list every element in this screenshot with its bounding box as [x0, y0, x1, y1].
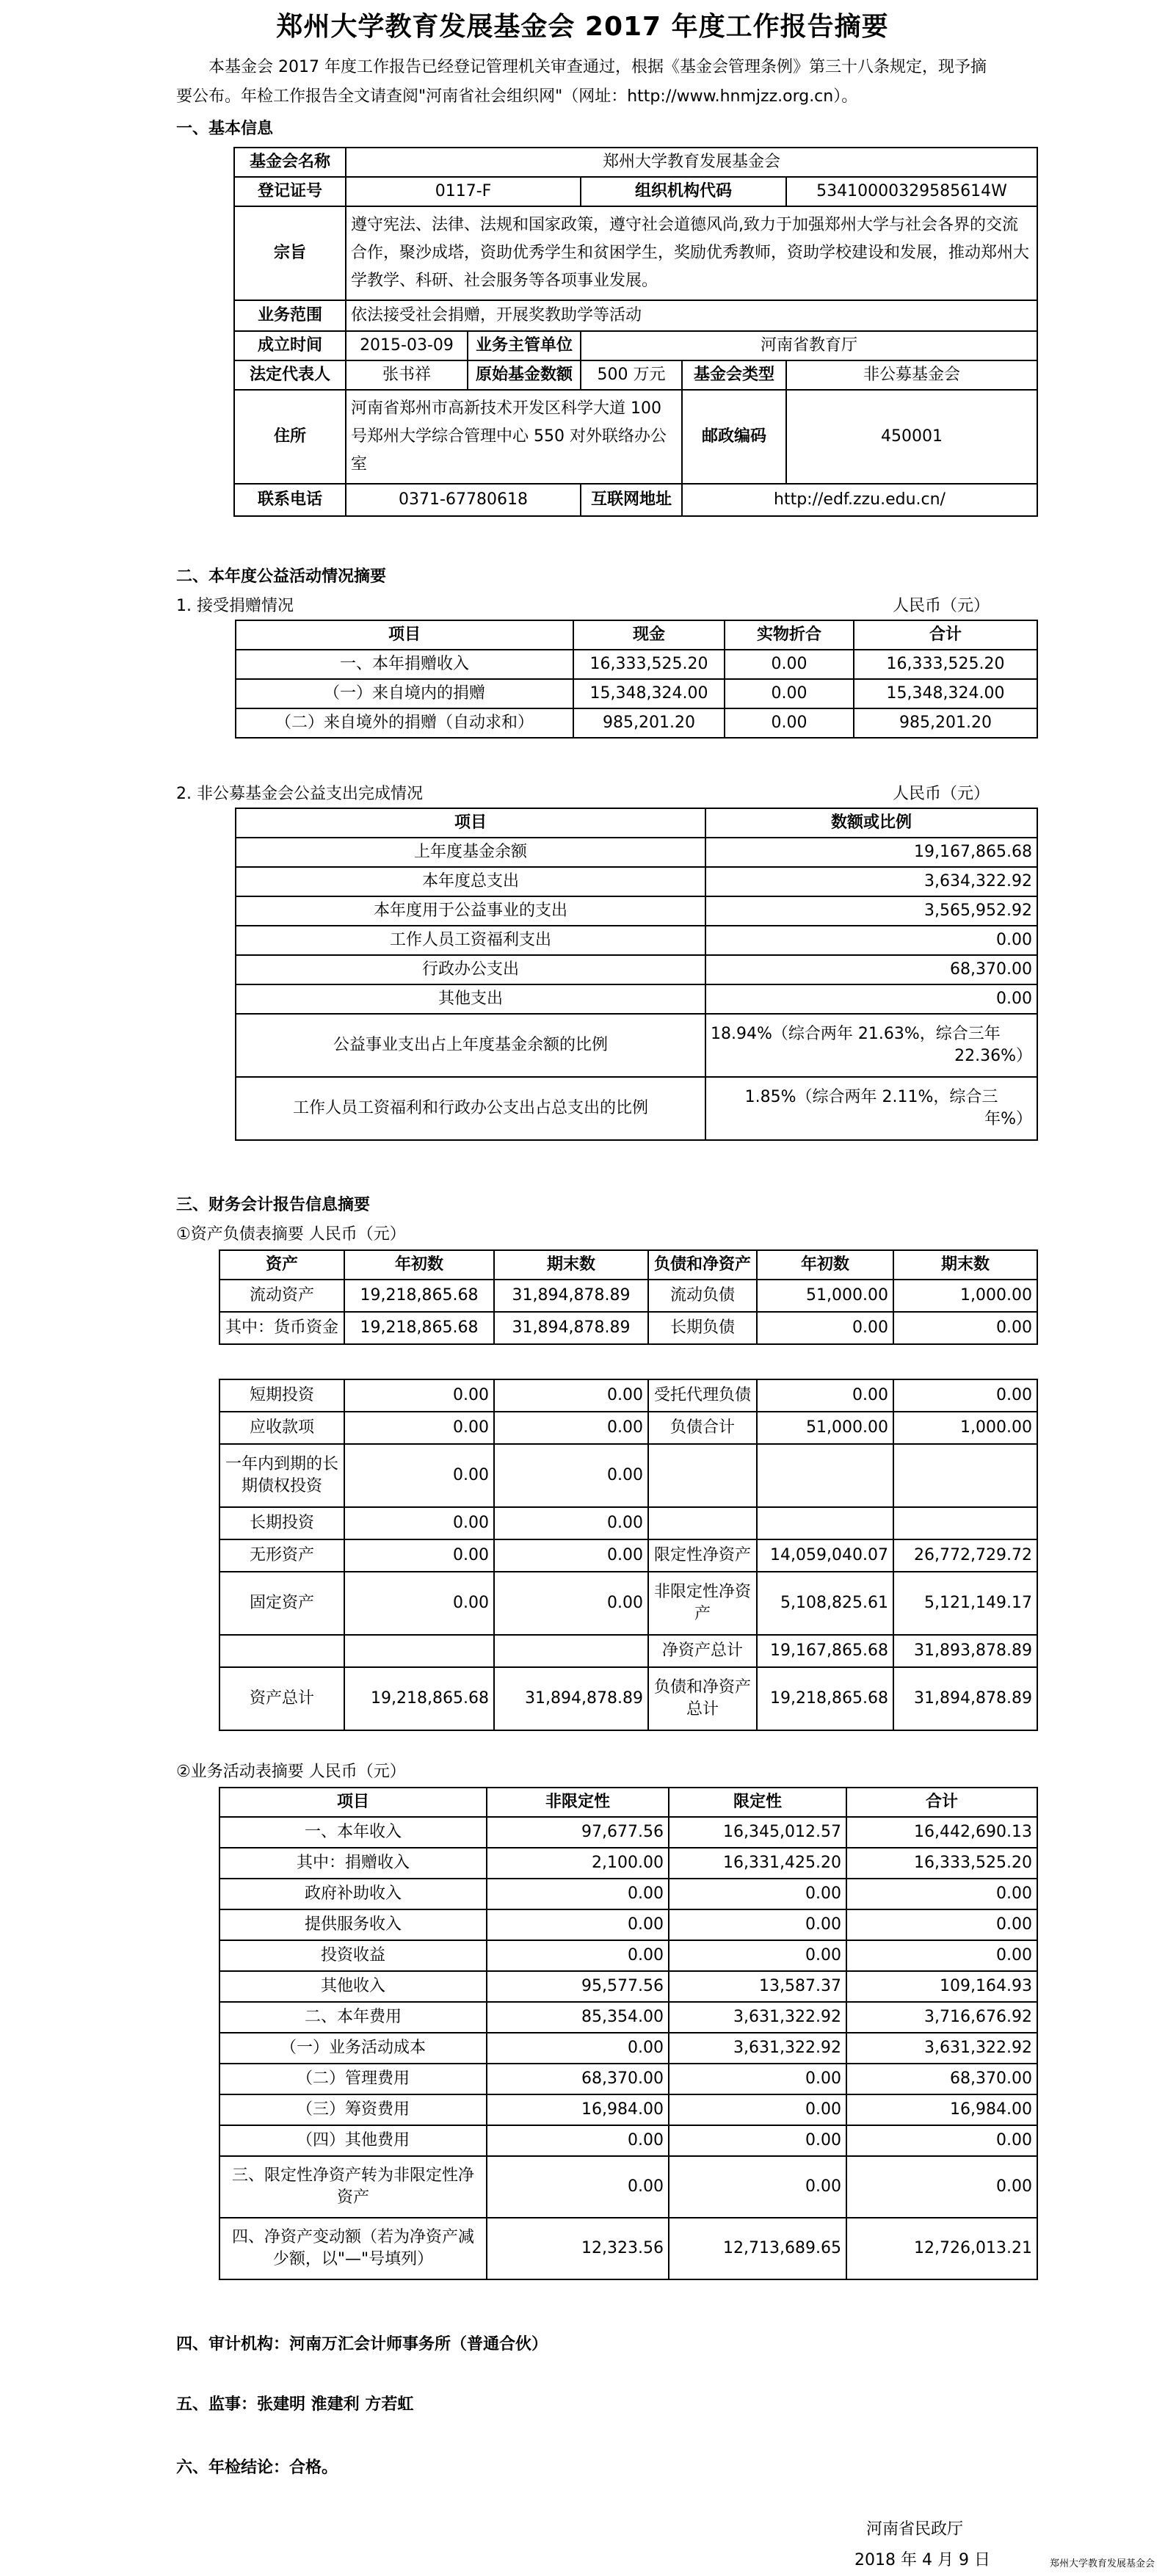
bs-liab-end: 1,000.00 [893, 1280, 1037, 1312]
bs-liab-end: 31,893,878.89 [893, 1635, 1037, 1667]
ia-label: 三、限定性净资产转为非限定性净资产 [219, 2156, 487, 2218]
expense-value: 0.00 [705, 984, 1037, 1014]
ia-restricted: 0.00 [669, 2094, 846, 2125]
donation-inkind: 0.00 [725, 650, 854, 679]
ia-label: 二、本年费用 [219, 2002, 487, 2033]
donation-header-cash: 现金 [573, 620, 725, 650]
authority-label: 业务主管单位 [468, 331, 581, 360]
bs-liab-begin: 0.00 [757, 1312, 893, 1344]
bs-header-liabilities: 负债和净资产 [648, 1250, 757, 1280]
bs-asset-label: 资产总计 [219, 1667, 344, 1730]
type-label: 基金会类型 [682, 360, 786, 390]
fund-value: 500 万元 [581, 360, 682, 390]
bs-asset-label [219, 1635, 344, 1667]
rep-label: 法定代表人 [234, 360, 346, 390]
ia-label: 其中：捐赠收入 [219, 1848, 487, 1879]
donation-row-label: 一、本年捐赠收入 [236, 650, 573, 679]
donation-cash: 16,333,525.20 [573, 650, 725, 679]
fund-label: 原始基金数额 [468, 360, 581, 390]
section-1-heading: 一、基本信息 [176, 120, 274, 138]
bs-liab-begin [757, 1507, 893, 1539]
table-row [219, 1940, 1037, 1971]
ia-unrestricted: 0.00 [487, 2125, 669, 2156]
ia-unrestricted: 0.00 [487, 1879, 669, 1909]
ratio-1-line-b: 22.36%） [954, 1047, 1032, 1065]
expense-value: 3,634,322.92 [705, 867, 1037, 896]
name-label: 基金会名称 [234, 148, 346, 177]
ia-total: 3,631,322.92 [846, 2033, 1037, 2064]
bs-asset-label: 流动资产 [219, 1280, 344, 1312]
ia-total: 0.00 [846, 2156, 1037, 2218]
bs-liab-end [893, 1507, 1037, 1539]
bs-asset-label: 长期投资 [219, 1507, 344, 1539]
table-row [236, 1014, 1037, 1077]
donation-cash: 985,201.20 [573, 708, 725, 738]
donation-row-label: （二）来自境外的捐赠（自动求和） [236, 708, 573, 738]
ia-restricted: 0.00 [669, 1879, 846, 1909]
bs-liab-begin: 19,167,865.68 [757, 1635, 893, 1667]
bs-header-begin-2: 年初数 [757, 1250, 893, 1280]
founded-label: 成立时间 [234, 331, 346, 360]
donation-total: 16,333,525.20 [854, 650, 1037, 679]
donation-cash: 15,348,324.00 [573, 679, 725, 708]
expense-table [235, 808, 1038, 1141]
tel-label: 联系电话 [234, 484, 346, 516]
tel-number: 0371-67780618 [346, 484, 581, 516]
purpose-label: 宗旨 [234, 206, 346, 300]
bs-asset-label: 其中：货币资金 [219, 1312, 344, 1344]
table-row [236, 679, 1037, 708]
ia-header-item: 项目 [219, 1788, 487, 1817]
ia-restricted: 0.00 [669, 1909, 846, 1940]
bs-liab-begin: 14,059,040.07 [757, 1539, 893, 1572]
bs-asset-begin: 0.00 [344, 1507, 494, 1539]
ia-total: 0.00 [846, 2125, 1037, 2156]
scope-label: 业务范围 [234, 300, 346, 331]
ratio-2-line-b: 年%） [984, 1110, 1032, 1128]
bs-asset-begin: 19,218,865.68 [344, 1667, 494, 1730]
bs-liab-end [893, 1444, 1037, 1507]
zip-code: 450001 [786, 390, 1037, 484]
donation-inkind: 0.00 [725, 679, 854, 708]
donation-total: 15,348,324.00 [854, 679, 1037, 708]
bs-liab-label: 受托代理负债 [648, 1379, 757, 1412]
rep-name: 张书祥 [346, 360, 468, 390]
table-row [236, 867, 1037, 896]
foundation-name: 郑州大学教育发展基金会 [346, 148, 1037, 177]
bs-liab-begin [757, 1444, 893, 1507]
bs-asset-begin: 0.00 [344, 1412, 494, 1444]
ia-restricted: 0.00 [669, 2156, 846, 2218]
bs-asset-end [494, 1635, 648, 1667]
intro-paragraph [176, 53, 998, 112]
ia-unrestricted: 68,370.00 [487, 2064, 669, 2094]
bs-liab-end: 0.00 [893, 1379, 1037, 1412]
table-row [219, 1667, 1037, 1730]
table-row [219, 1539, 1037, 1572]
table-row [219, 1280, 1037, 1312]
section-2-heading: 二、本年度公益活动情况摘要 [176, 567, 387, 586]
ia-total: 16,333,525.20 [846, 1848, 1037, 1879]
ratio-2-value [705, 1077, 1037, 1140]
table-row [219, 2094, 1037, 2125]
auditor-line: 四、审计机构：河南万汇会计师事务所（普通合伙） [176, 2335, 548, 2354]
bs-asset-end: 0.00 [494, 1507, 648, 1539]
bs-liab-begin: 51,000.00 [757, 1412, 893, 1444]
donation-row-label: （一）来自境内的捐赠 [236, 679, 573, 708]
ia-label: （一）业务活动成本 [219, 2033, 487, 2064]
table-row [219, 1817, 1037, 1848]
table-row [219, 1909, 1037, 1940]
table-row [219, 1572, 1037, 1635]
bs-liab-begin: 5,108,825.61 [757, 1572, 893, 1635]
table-row [219, 1879, 1037, 1909]
ratio-1-label: 公益事业支出占上年度基金余额的比例 [236, 1014, 705, 1077]
balance-sheet-top-table [219, 1249, 1038, 1345]
table-row [219, 1379, 1037, 1412]
expense-value: 19,167,865.68 [705, 838, 1037, 867]
ratio-2-label: 工作人员工资福利和行政办公支出占总支出的比例 [236, 1077, 705, 1140]
expense-label: 本年度总支出 [236, 867, 705, 896]
ia-label: （四）其他费用 [219, 2125, 487, 2156]
ia-restricted: 16,345,012.57 [669, 1817, 846, 1848]
bs-asset-label: 无形资产 [219, 1539, 344, 1572]
expense-header-value: 数额或比例 [705, 808, 1037, 838]
table-row [219, 1635, 1037, 1667]
expense-label: 上年度基金余额 [236, 838, 705, 867]
table-row [219, 2218, 1037, 2279]
donation-header-item: 项目 [236, 620, 573, 650]
bs-asset-end: 31,894,878.89 [494, 1312, 648, 1344]
ia-restricted: 3,631,322.92 [669, 2033, 846, 2064]
ia-total: 0.00 [846, 1940, 1037, 1971]
donation-table [235, 620, 1038, 739]
income-statement-table [219, 1787, 1038, 2280]
bs-asset-label: 应收款项 [219, 1412, 344, 1444]
ia-unrestricted: 0.00 [487, 1940, 669, 1971]
ia-label: 提供服务收入 [219, 1909, 487, 1940]
bs-liab-label: 净资产总计 [648, 1635, 757, 1667]
bs-liab-label: 流动负债 [648, 1280, 757, 1312]
purpose-text: 遵守宪法、法律、法规和国家政策，遵守社会道德风尚,致力于加强郑州大学与社会各界的交流合作，聚沙成塔，资助优秀学生和贫困学生，奖励优秀教师，资助学校建设和发展，推动郑州大学教学、科研、社会服务等各项事业发展。 [346, 206, 1037, 300]
ia-label: 四、净资产变动额（若为净资产减少额，以"—"号填列） [219, 2218, 487, 2279]
ia-unrestricted: 12,323.56 [487, 2218, 669, 2279]
ratio-1-line-a: 18.94%（综合两年 21.63%，综合三年 [711, 1025, 1001, 1043]
ia-label: 一、本年收入 [219, 1817, 487, 1848]
donation-total: 985,201.20 [854, 708, 1037, 738]
table-row [236, 1077, 1037, 1140]
table-row [236, 896, 1037, 926]
donation-unit: 人民币（元） [893, 597, 990, 615]
scope-text: 依法接受社会捐赠，开展奖教助学等活动 [346, 300, 1037, 331]
table-row [219, 2156, 1037, 2218]
ia-restricted: 3,631,322.92 [669, 2002, 846, 2033]
ia-unrestricted: 0.00 [487, 2156, 669, 2218]
address-label: 住所 [234, 390, 346, 484]
ia-restricted: 16,331,425.20 [669, 1848, 846, 1879]
expense-value: 3,565,952.92 [705, 896, 1037, 926]
bs-asset-end: 0.00 [494, 1539, 648, 1572]
ia-restricted: 0.00 [669, 2125, 846, 2156]
ia-unrestricted: 85,354.00 [487, 2002, 669, 2033]
table-row [236, 708, 1037, 738]
ia-unrestricted: 2,100.00 [487, 1848, 669, 1879]
bs-asset-begin: 0.00 [344, 1379, 494, 1412]
bs-asset-begin [344, 1635, 494, 1667]
bs-header-assets: 资产 [219, 1250, 344, 1280]
bs-liab-begin: 0.00 [757, 1379, 893, 1412]
ia-total: 68,370.00 [846, 2064, 1037, 2094]
ia-header-restricted: 限定性 [669, 1788, 846, 1817]
ia-label: 其他收入 [219, 1971, 487, 2002]
bs-asset-begin: 0.00 [344, 1572, 494, 1635]
donation-inkind: 0.00 [725, 708, 854, 738]
bs-asset-begin: 0.00 [344, 1444, 494, 1507]
bs-liab-label: 负债合计 [648, 1412, 757, 1444]
bs-liab-label: 限定性净资产 [648, 1539, 757, 1572]
ia-restricted: 0.00 [669, 2064, 846, 2094]
bs-liab-end: 0.00 [893, 1312, 1037, 1344]
bs-liab-end: 5,121,149.17 [893, 1572, 1037, 1635]
table-row [219, 1312, 1037, 1344]
donation-header-inkind: 实物折合 [725, 620, 854, 650]
table-row [219, 1971, 1037, 2002]
ia-total: 16,984.00 [846, 2094, 1037, 2125]
bs-liab-label: 负债和净资产总计 [648, 1667, 757, 1730]
bs-liab-begin: 51,000.00 [757, 1280, 893, 1312]
bs-liab-label [648, 1507, 757, 1539]
ia-total: 3,716,676.92 [846, 2002, 1037, 2033]
expense-unit: 人民币（元） [893, 785, 990, 803]
org-code-label: 组织机构代码 [581, 177, 786, 206]
income-statement-caption: ②业务活动表摘要 人民币（元） [176, 1763, 406, 1781]
ratio-2-line-a: 1.85%（综合两年 2.11%，综合三 [744, 1088, 998, 1106]
bs-liab-end: 31,894,878.89 [893, 1667, 1037, 1730]
signing-authority: 河南省民政厅 [866, 2520, 964, 2539]
bs-asset-end: 0.00 [494, 1444, 648, 1507]
ia-unrestricted: 95,577.56 [487, 1971, 669, 2002]
ia-header-total: 合计 [846, 1788, 1037, 1817]
ia-restricted: 12,713,689.65 [669, 2218, 846, 2279]
bs-asset-label: 短期投资 [219, 1379, 344, 1412]
bs-liab-label [648, 1444, 757, 1507]
org-code: 5341000032958561​4W [786, 177, 1037, 206]
table-row [236, 984, 1037, 1014]
ia-unrestricted: 0.00 [487, 2033, 669, 2064]
basic-info-table [233, 147, 1038, 517]
zip-label: 邮政编码 [682, 390, 786, 484]
table-row [219, 2002, 1037, 2033]
balance-sheet-table [219, 1379, 1038, 1731]
ia-total: 0.00 [846, 1879, 1037, 1909]
ratio-1-value [705, 1014, 1037, 1077]
bs-asset-begin: 0.00 [344, 1539, 494, 1572]
expense-value: 68,370.00 [705, 955, 1037, 984]
signing-date: 2018 年 4 月 9 日 [854, 2551, 990, 2569]
section-3-heading: 三、财务会计报告信息摘要 [176, 1196, 371, 1214]
bs-asset-end: 0.00 [494, 1412, 648, 1444]
supervisors-line: 五、监事：张建明 淮建利 方若虹 [176, 2395, 414, 2414]
address-text: 河南省郑州市高新技术开发区科学大道 100号郑州大学综合管理中心 550 对外联络办公室 [346, 390, 682, 484]
expense-label: 其他支出 [236, 984, 705, 1014]
bs-asset-label: 固定资产 [219, 1572, 344, 1635]
table-row [219, 2064, 1037, 2094]
bs-asset-end: 0.00 [494, 1379, 648, 1412]
table-row [219, 2033, 1037, 2064]
bs-asset-begin: 19,218,865.68 [344, 1312, 494, 1344]
ia-label: 政府补助收入 [219, 1879, 487, 1909]
ia-label: （三）筹资费用 [219, 2094, 487, 2125]
table-row [236, 955, 1037, 984]
bs-asset-end: 31,894,878.89 [494, 1667, 648, 1730]
ia-restricted: 13,587.37 [669, 1971, 846, 2002]
reg-number: 0117-F [346, 177, 581, 206]
ia-unrestricted: 97,677.56 [487, 1817, 669, 1848]
reg-label: 登记证号 [234, 177, 346, 206]
bs-liab-label: 长期负债 [648, 1312, 757, 1344]
authority-value: 河南省教育厅 [581, 331, 1037, 360]
foundation-stamp: 郑州大学教育发展基金会 [1050, 2558, 1155, 2569]
web-label: 互联网地址 [581, 484, 682, 516]
expense-label: 工作人员工资福利支出 [236, 926, 705, 955]
expense-value: 0.00 [705, 926, 1037, 955]
expense-caption: 2. 非公募基金会公益支出完成情况 [176, 785, 423, 803]
type-value: 非公募基金会 [786, 360, 1037, 390]
bs-liab-end: 26,772,729.72 [893, 1539, 1037, 1572]
donation-header-total: 合计 [854, 620, 1037, 650]
ia-total: 0.00 [846, 1909, 1037, 1940]
ia-total: 16,442,690.13 [846, 1817, 1037, 1848]
table-row [236, 838, 1037, 867]
table-row [219, 1444, 1037, 1507]
table-row [219, 1848, 1037, 1879]
table-row [236, 650, 1037, 679]
bs-asset-begin: 19,218,865.68 [344, 1280, 494, 1312]
table-row [219, 1507, 1037, 1539]
bs-liab-end: 1,000.00 [893, 1412, 1037, 1444]
bs-liab-begin: 19,218,865.68 [757, 1667, 893, 1730]
bs-asset-label: 一年内到期的长期债权投资 [219, 1444, 344, 1507]
bs-header-end-2: 期末数 [893, 1250, 1037, 1280]
bs-header-begin: 年初数 [344, 1250, 494, 1280]
ia-total: 109,164.93 [846, 1971, 1037, 2002]
intro-text: 本基金会 2017 年度工作报告已经登记管理机关审查通过，根据《基金会管理条例》第三十八条规定，现予摘要公布。年检工作报告全文请查阅"河南省社会组织网"（网址：http://www.hnmjzz.org.cn）。 [176, 58, 987, 106]
ia-unrestricted: 16,984.00 [487, 2094, 669, 2125]
expense-header-item: 项目 [236, 808, 705, 838]
balance-sheet-caption: ①资产负债表摘要 人民币（元） [176, 1225, 406, 1244]
web-address[interactable]: http://edf.zzu.edu.cn/ [682, 484, 1037, 516]
bs-liab-label: 非限定性净资产 [648, 1572, 757, 1635]
report-title: 郑州大学教育发展基金会 2017 年度工作报告摘要 [276, 12, 889, 42]
ia-label: （二）管理费用 [219, 2064, 487, 2094]
ia-restricted: 0.00 [669, 1940, 846, 1971]
table-row [219, 1412, 1037, 1444]
founded-date: 2015-03-09 [346, 331, 468, 360]
ia-total: 12,726,013.21 [846, 2218, 1037, 2279]
expense-label: 行政办公支出 [236, 955, 705, 984]
ia-header-unrestricted: 非限定性 [487, 1788, 669, 1817]
ia-label: 投资收益 [219, 1940, 487, 1971]
table-row [236, 926, 1037, 955]
bs-asset-end: 31,894,878.89 [494, 1280, 648, 1312]
inspection-conclusion: 六、年检结论：合格。 [176, 2459, 338, 2477]
bs-header-end: 期末数 [494, 1250, 648, 1280]
ia-unrestricted: 0.00 [487, 1909, 669, 1940]
table-row [219, 2125, 1037, 2156]
donation-caption: 1. 接受捐赠情况 [176, 597, 294, 615]
expense-label: 本年度用于公益事业的支出 [236, 896, 705, 926]
bs-asset-end: 0.00 [494, 1572, 648, 1635]
